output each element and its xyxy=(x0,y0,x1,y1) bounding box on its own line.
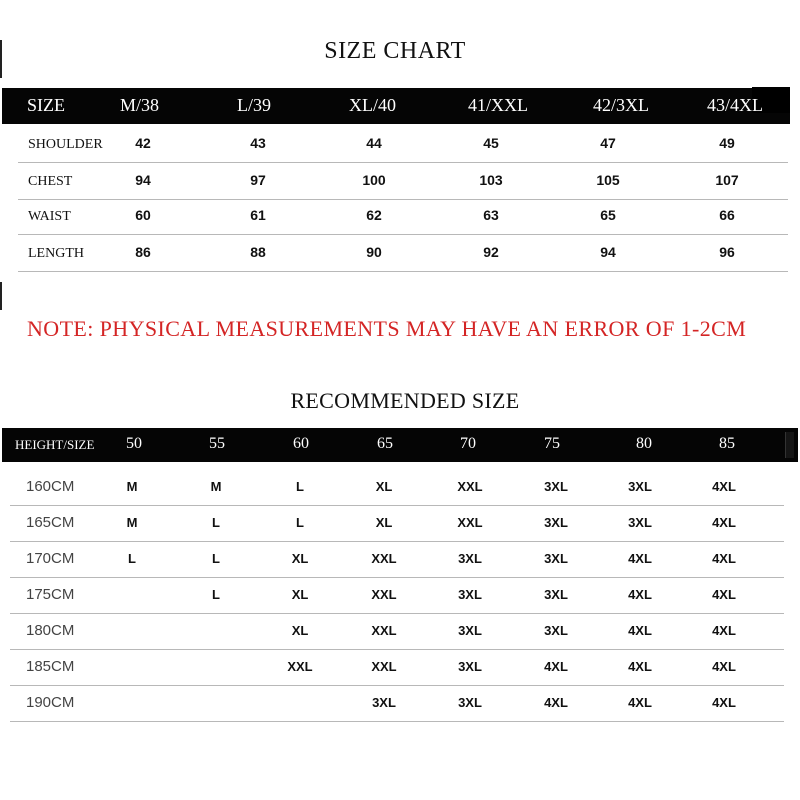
measurement-value: 100 xyxy=(362,172,386,188)
recommended-size-value: XXL xyxy=(457,515,483,530)
recommended-size-value: 4XL xyxy=(712,551,736,566)
recommended-size-value: 3XL xyxy=(544,515,568,530)
recommended-size-value: 3XL xyxy=(458,587,482,602)
recommended-size-value: 4XL xyxy=(628,587,652,602)
recommended-row xyxy=(10,613,784,650)
recommended-size-value: M xyxy=(210,479,222,494)
measurement-label: CHEST xyxy=(28,174,73,189)
recommended-row xyxy=(10,649,784,686)
weight-header-50: 50 xyxy=(126,435,142,452)
weight-header-55: 55 xyxy=(209,435,225,452)
measurement-value: 94 xyxy=(600,244,616,260)
measurement-value: 96 xyxy=(719,244,735,260)
height-label: 185CM xyxy=(26,658,75,675)
measurement-value: 66 xyxy=(719,207,735,223)
measurement-note: NOTE: PHYSICAL MEASUREMENTS MAY HAVE AN ERROR OF 1-2CM xyxy=(27,316,747,341)
height-label: 175CM xyxy=(26,586,75,603)
measurement-value: 86 xyxy=(135,244,151,260)
recommended-size-title: RECOMMENDED SIZE xyxy=(290,388,520,413)
recommended-size-value: L xyxy=(212,587,220,602)
measurement-value: 88 xyxy=(250,244,266,260)
measurement-value: 43 xyxy=(250,135,266,151)
weight-header-75: 75 xyxy=(544,435,560,452)
measurement-value: 63 xyxy=(483,207,499,223)
recommended-size-value: L xyxy=(212,515,220,530)
recommended-header xyxy=(2,428,798,462)
measurement-label: LENGTH xyxy=(28,246,84,261)
edge-mark-mid xyxy=(0,282,2,310)
recommended-size-value: M xyxy=(126,479,138,494)
size-chart-row xyxy=(18,234,788,272)
recommended-size-value: 3XL xyxy=(458,695,482,710)
recommended-row xyxy=(10,469,784,506)
size-header-l39: L/39 xyxy=(237,95,271,115)
height-label: 190CM xyxy=(26,694,75,711)
recommended-size-value: 3XL xyxy=(628,515,652,530)
size-chart-row xyxy=(18,197,788,235)
height-label: 170CM xyxy=(26,550,75,567)
recommended-size-value: 4XL xyxy=(628,695,652,710)
measurement-value: 103 xyxy=(479,172,503,188)
height-label: 165CM xyxy=(26,514,75,531)
measurement-value: 60 xyxy=(135,207,151,223)
recommended-row xyxy=(10,505,784,542)
measurement-value: 44 xyxy=(366,135,382,151)
measurement-value: 49 xyxy=(719,135,735,151)
measurement-label: WAIST xyxy=(28,209,71,224)
recommended-size-value: 4XL xyxy=(712,623,736,638)
size-chart-row xyxy=(18,125,788,163)
recommended-size-value: XXL xyxy=(287,659,313,674)
recommended-size-value: 4XL xyxy=(712,587,736,602)
size-chart-title: SIZE CHART xyxy=(324,38,466,64)
measurement-value: 61 xyxy=(250,207,266,223)
recommended-size-value: L xyxy=(128,551,136,566)
height-size-header-label: HEIGHT/SIZE xyxy=(15,437,95,452)
measurement-value: 45 xyxy=(483,135,499,151)
recommended-size-value: 4XL xyxy=(628,551,652,566)
recommended-size-value: 4XL xyxy=(544,695,568,710)
size-header-423xl: 42/3XL xyxy=(593,95,649,115)
recommended-size-value: 4XL xyxy=(628,623,652,638)
header-scrollbar-mark xyxy=(785,432,794,458)
measurement-label: SHOULDER xyxy=(28,137,103,152)
recommended-size-value: 4XL xyxy=(712,515,736,530)
recommended-size-value: XL xyxy=(291,623,309,638)
recommended-size-value: 3XL xyxy=(372,695,396,710)
recommended-size-value: 3XL xyxy=(458,551,482,566)
recommended-size-value: 3XL xyxy=(544,587,568,602)
measurement-value: 65 xyxy=(600,207,616,223)
recommended-row xyxy=(10,541,784,578)
weight-header-85: 85 xyxy=(719,435,735,452)
recommended-size-value: XXL xyxy=(457,479,483,494)
recommended-size-value: L xyxy=(296,479,304,494)
recommended-size-value: 3XL xyxy=(628,479,652,494)
recommended-row xyxy=(10,685,784,722)
recommended-size-value: L xyxy=(212,551,220,566)
recommended-size-value: XXL xyxy=(371,551,397,566)
size-header-xl40: XL/40 xyxy=(349,95,396,115)
recommended-size-value: 4XL xyxy=(544,659,568,674)
size-header-m38: M/38 xyxy=(120,95,160,115)
recommended-size-value: M xyxy=(126,515,138,530)
weight-header-65: 65 xyxy=(377,435,393,452)
measurement-value: 92 xyxy=(483,244,499,260)
recommended-size-value: XXL xyxy=(371,587,397,602)
measurement-value: 94 xyxy=(135,172,151,188)
recommended-size-value: 4XL xyxy=(712,659,736,674)
recommended-size-value: L xyxy=(296,515,304,530)
recommended-size-value: XL xyxy=(291,551,309,566)
recommended-size-value: 4XL xyxy=(712,695,736,710)
size-header-434xl: 43/4XL xyxy=(707,95,763,115)
measurement-value: 107 xyxy=(715,172,739,188)
recommended-size-value: 3XL xyxy=(458,623,482,638)
size-header-label: SIZE xyxy=(27,95,65,115)
measurement-value: 97 xyxy=(250,172,266,188)
recommended-size-value: 3XL xyxy=(544,551,568,566)
recommended-size-value: 3XL xyxy=(544,479,568,494)
size-chart-header xyxy=(2,88,790,124)
measurement-value: 42 xyxy=(135,135,151,151)
size-header-41xxl: 41/XXL xyxy=(468,95,528,115)
recommended-size-value: XXL xyxy=(371,659,397,674)
measurement-value: 62 xyxy=(366,207,382,223)
height-label: 180CM xyxy=(26,622,75,639)
recommended-size-value: XL xyxy=(291,587,309,602)
recommended-size-value: 3XL xyxy=(458,659,482,674)
recommended-size-value: 3XL xyxy=(544,623,568,638)
measurement-value: 90 xyxy=(366,244,382,260)
weight-header-70: 70 xyxy=(460,435,476,452)
recommended-size-value: XXL xyxy=(371,623,397,638)
measurement-value: 105 xyxy=(596,172,620,188)
recommended-size-value: 4XL xyxy=(628,659,652,674)
recommended-size-value: XL xyxy=(375,515,393,530)
recommended-size-value: XL xyxy=(375,479,393,494)
measurement-value: 47 xyxy=(600,135,616,151)
recommended-row xyxy=(10,577,784,614)
weight-header-60: 60 xyxy=(293,435,309,452)
weight-header-80: 80 xyxy=(636,435,652,452)
size-chart-row xyxy=(18,162,788,200)
recommended-size-value: 4XL xyxy=(712,479,736,494)
height-label: 160CM xyxy=(26,478,75,495)
